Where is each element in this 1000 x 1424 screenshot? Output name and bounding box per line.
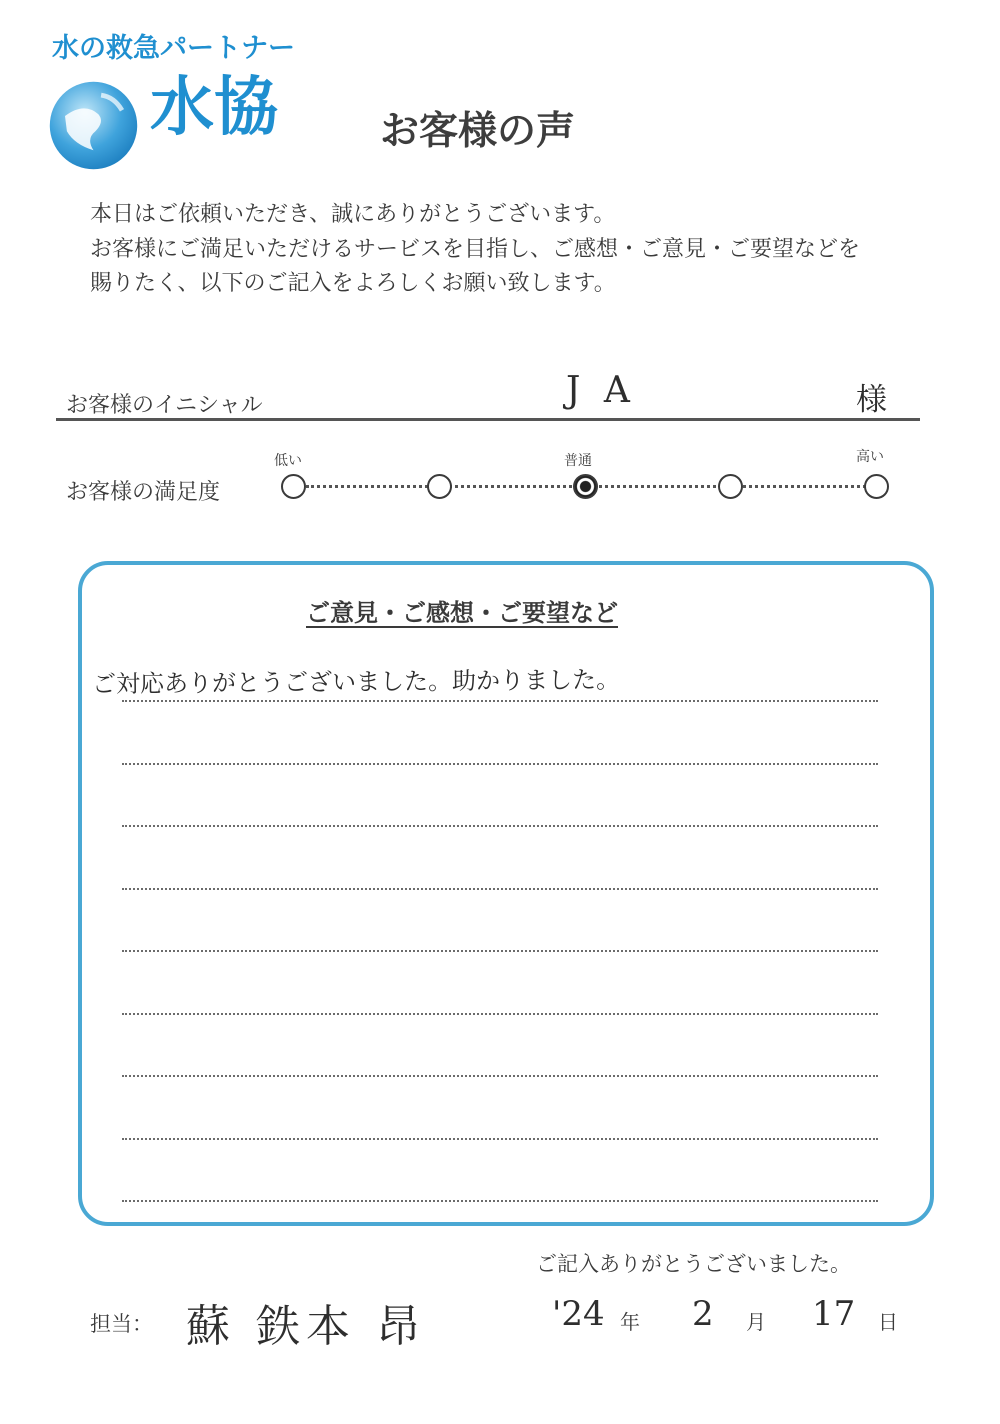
date-month-unit: 月 (746, 1310, 766, 1334)
honorific-label: 様 (856, 382, 887, 418)
satisfaction-label: お客様の満足度 (66, 480, 221, 505)
date-day[interactable]: 17 (812, 1294, 856, 1334)
comment-text[interactable]: ご対応ありがとうございました。助かりました。 (91, 665, 621, 699)
satisfaction-option-4[interactable] (718, 474, 743, 499)
page-title: お客様の声 (380, 109, 576, 154)
comment-line-9 (122, 1200, 878, 1202)
satisfaction-option-2[interactable] (427, 474, 452, 499)
initials-label: お客様のイニシャル (66, 393, 263, 418)
scale-mid-label: 普通 (564, 453, 592, 469)
logo-name: 水協 (150, 71, 278, 145)
date-year[interactable]: '24 (552, 1294, 605, 1334)
satisfaction-option-1[interactable] (281, 474, 306, 499)
initials-underline (56, 418, 920, 421)
comment-line-3 (122, 825, 878, 827)
comment-line-1 (122, 700, 878, 702)
comment-line-4 (122, 888, 878, 890)
date-day-unit: 日 (878, 1310, 898, 1334)
comments-header: ご意見・ご感想・ご要望など (306, 599, 618, 627)
staff-label: 担当： (90, 1312, 153, 1336)
water-drop-logo-icon (46, 78, 141, 173)
comment-line-8 (122, 1138, 878, 1140)
comment-line-6 (122, 1013, 878, 1015)
initials-value[interactable]: J A (566, 370, 636, 411)
satisfaction-option-3-selected[interactable] (573, 474, 598, 499)
intro-line-1: 本日はご依頼いただき、誠にありがとうございます。 (90, 202, 616, 227)
intro-line-2: お客様にご満足いただけるサービスを目指し、ご感想・ご意見・ご要望などを (90, 237, 861, 262)
scale-low-label: 低い (274, 453, 302, 469)
date-month[interactable]: 2 (692, 1294, 714, 1334)
comment-line-7 (122, 1075, 878, 1077)
staff-name[interactable]: 蘇 鉄本 昂 (186, 1301, 426, 1352)
logo-tagline: 水の救急パートナー (52, 33, 295, 64)
comment-line-5 (122, 950, 878, 952)
date-year-unit: 年 (620, 1310, 640, 1334)
comment-line-2 (122, 763, 878, 765)
thanks-footer: ご記入ありがとうございました。 (536, 1252, 851, 1276)
intro-line-3: 賜りたく、以下のご記入をよろしくお願い致します。 (90, 271, 616, 296)
satisfaction-option-5[interactable] (864, 474, 889, 499)
scale-high-label: 高い (856, 449, 884, 465)
